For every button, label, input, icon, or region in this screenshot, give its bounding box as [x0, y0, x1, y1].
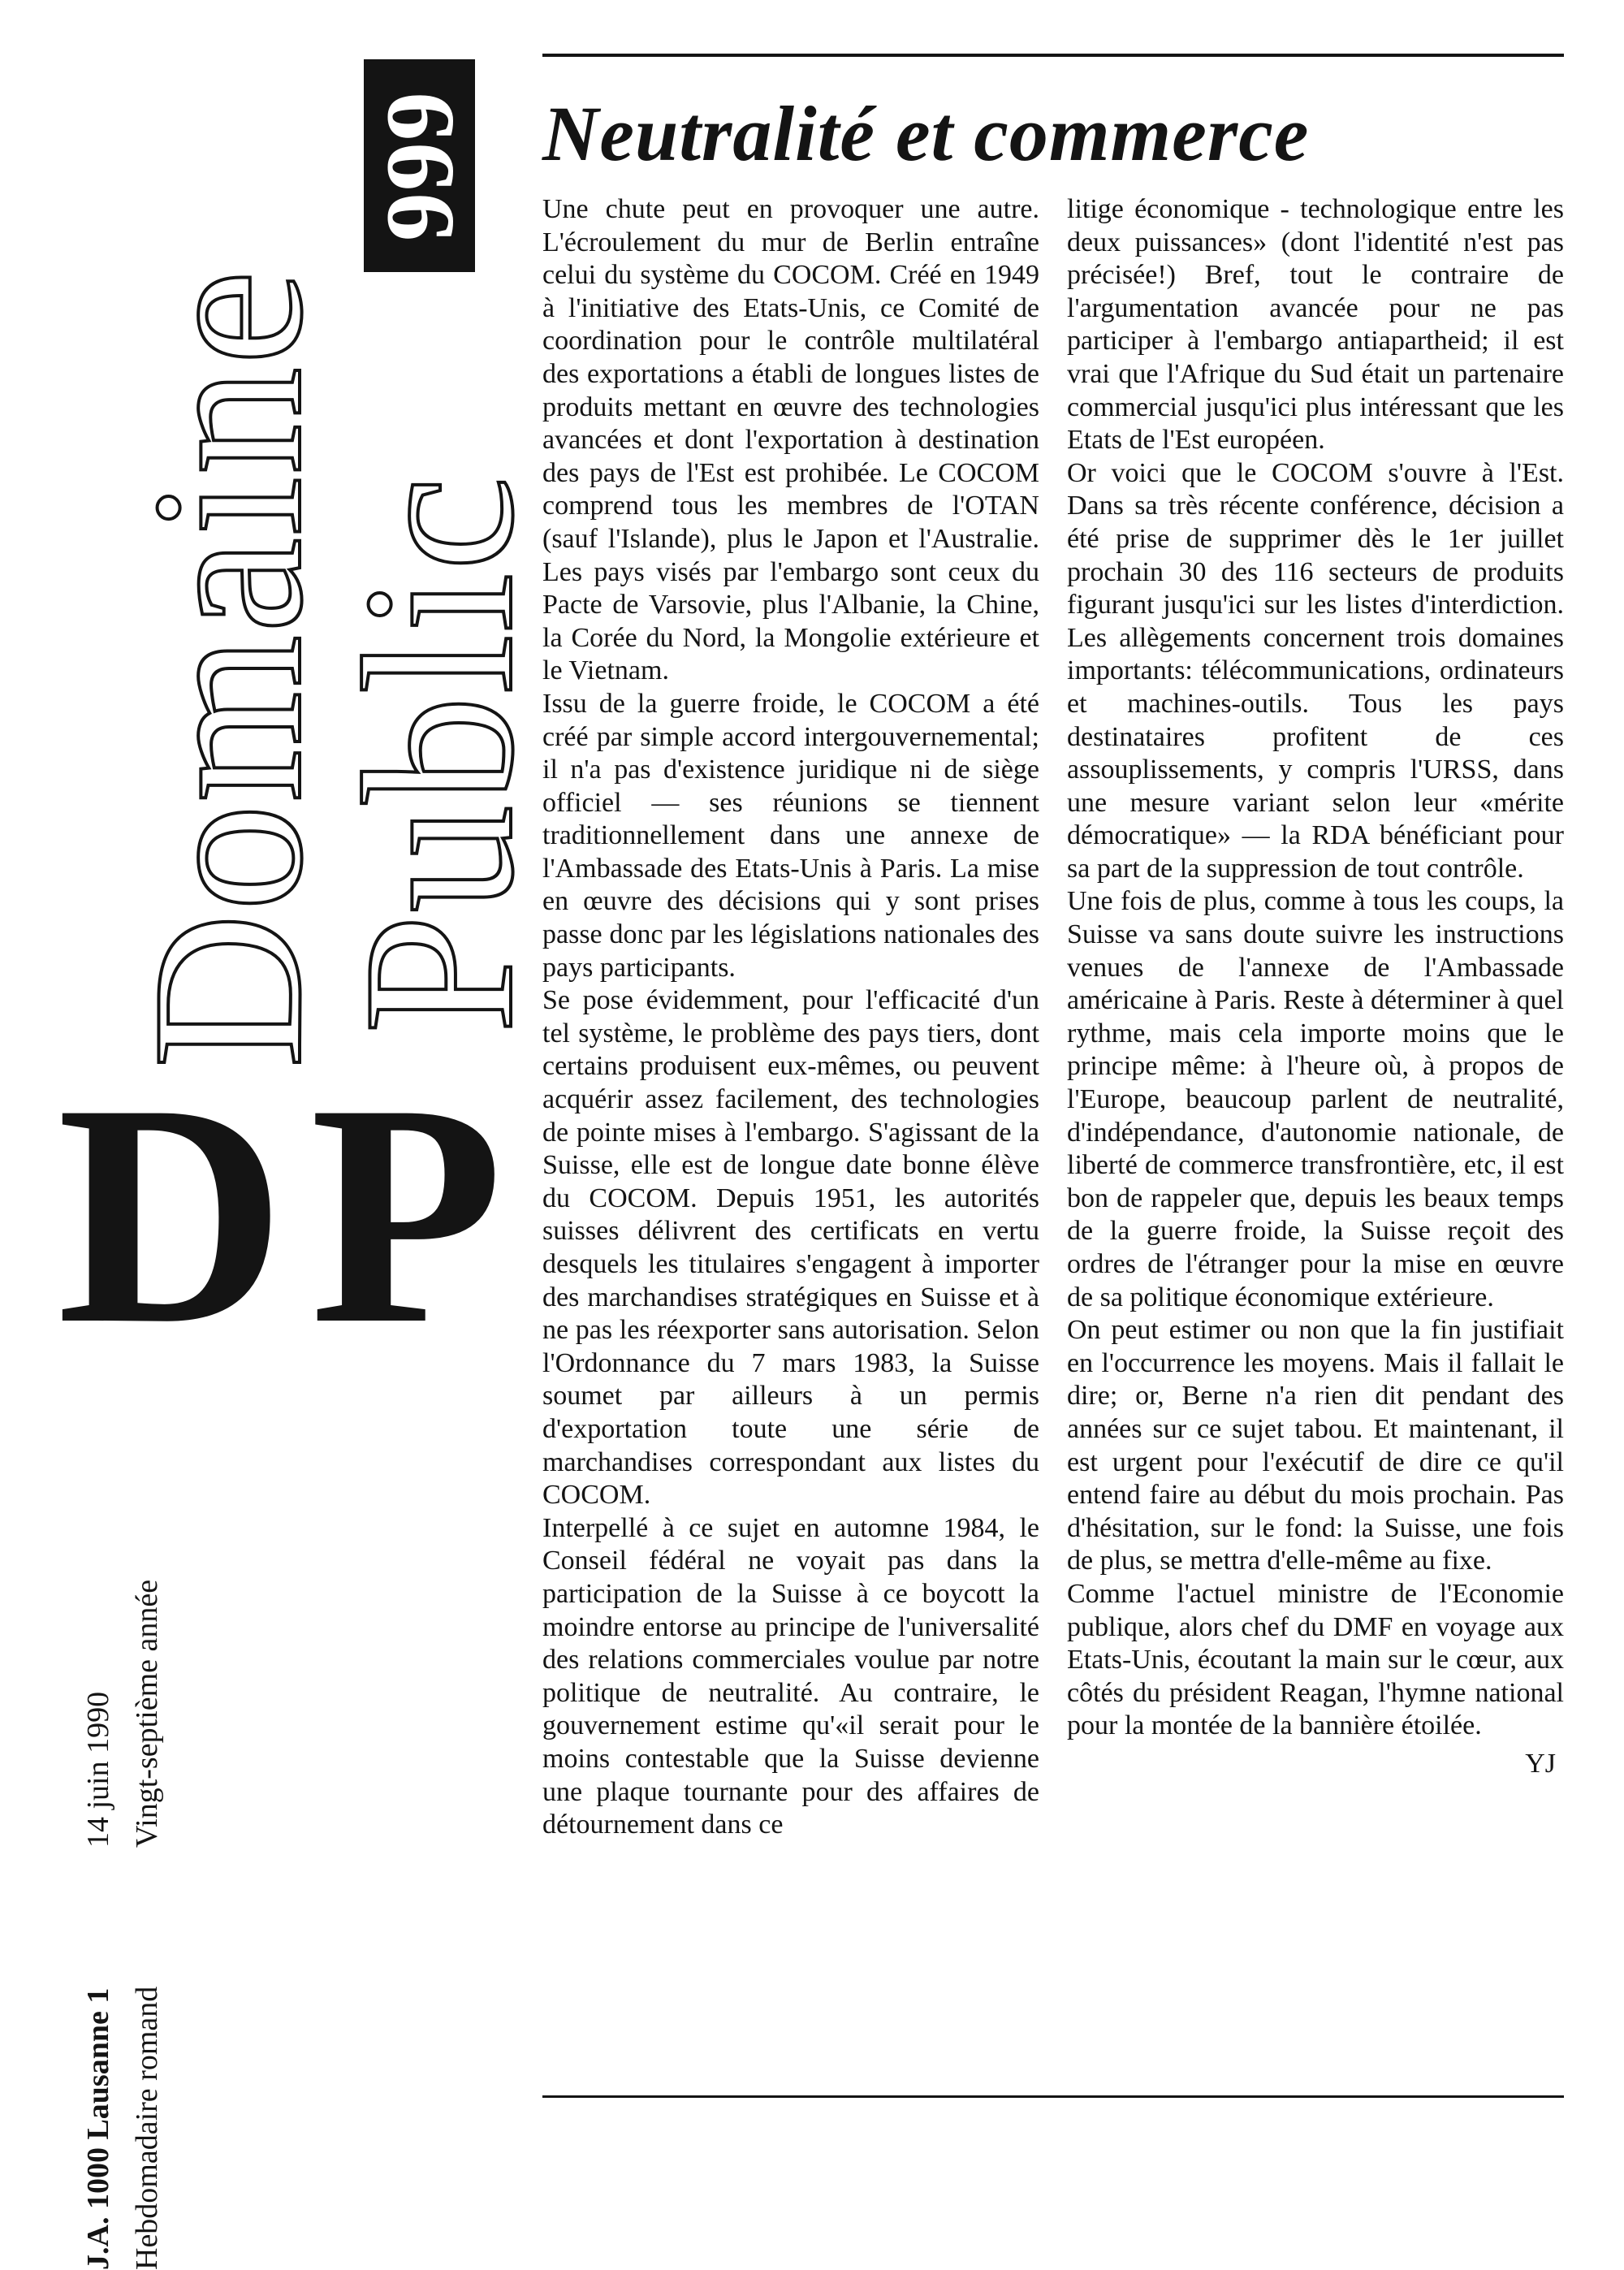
- article-paragraph: Interpellé à ce sujet en automne 1984, le Conseil fédéral ne voyait pas dans la participation de la Suisse à ce boycott la moindre entorse au principe de l'universalité des relations commerciales voulue par notre politique de neutralité. Au contraire, le gouvernement estime qu'«il serait pour le moins contestable que la Suisse devienne une plaque tournante pour des affaires de détournement dans ce: [542, 1512, 1039, 1840]
- article-body: [542, 193, 1564, 2078]
- article-column-2: [1067, 193, 1564, 2078]
- masthead-title-public: Public: [319, 473, 558, 1034]
- bottom-rule: [542, 2095, 1564, 2098]
- article-title: Neutralité et commerce: [542, 90, 1310, 177]
- article-paragraph: Or voici que le COCOM s'ouvre à l'Est. Dans sa très récente conférence, décision a été prise de supprimer dès le 1er juillet prochain 30 des 116 secteurs de produits figurant jusqu'ici sur les listes d'interdiction. Les allègements concernent trois domaines importants: télécommunications, ordinateurs et machines-outils. Tous les pays destinataires profitent de ces assouplissements, y compris l'URSS, dans une mesure variant selon leur «mérite démocratique» — la RDA bénéficiant pour sa part de la suppression de tout contrôle.: [1067, 457, 1564, 884]
- article-paragraph: Une fois de plus, comme à tous les coups, la Suisse va sans doute suivre les instructions venues de l'annexe de l'Ambassade américaine à Paris. Reste à déterminer à quel rythme, mais cela importe moins que le principe même: à l'heure où, à propos de l'Europe, beaucoup parlent de neutralité, d'indépendance, d'autonomie nationale, de liberté de commerce transfrontière, etc, il est bon de rappeler que, depuis les beaux temps de la guerre froide, la Suisse reçoit des ordres de l'étranger pour la mise en œuvre de sa politique économique extérieure.: [1067, 886, 1564, 1312]
- article-paragraph: Issu de la guerre froide, le COCOM a été créé par simple accord intergouvernemental; il n'a pas d'existence juridique ni de siège officiel — ses réunions se tiennent traditionnellement dans une annexe de l'Ambassade des Etats-Unis à Paris. La mise en œuvre des décisions qui y sont prises passe donc par les législations nationales des pays participants.: [542, 688, 1039, 983]
- publication-frequency: Hebdomadaire romand: [130, 1986, 164, 2270]
- masthead-title-domaine: Domaine: [108, 268, 347, 1069]
- article-paragraph: Une chute peut en provoquer une autre. L'écroulement du mur de Berlin entraîne celui du système du COCOM. Créé en 1949 à l'initiative des Etats-Unis, ce Comité de coordination pour le contrôle multilatéral des exportations a établi de longues listes de produits mettant en œuvre des technologies avancées et dont l'exportation à destination des pays de l'Est est prohibée. Le COCOM comprend tous les membres de l'OTAN (sauf l'Islande), plus le Japon et l'Australie. Les pays visés par l'embargo sont ceux du Pacte de Varsovie, plus l'Albanie, la Chine, la Corée du Nord, la Mongolie extérieure et le Vietnam.: [542, 194, 1039, 686]
- author-signature: YJ: [1525, 1748, 1556, 1779]
- article-paragraph: Comme l'actuel ministre de l'Economie publique, alors chef du DMF en voyage aux Etats-Unis, écoutant la main sur le cœur, aux côtés du président Reagan, l'hymne national pour la montée de la bannière étoilée.: [1067, 1578, 1564, 1741]
- article-paragraph: Se pose évidemment, pour l'efficacité d'un tel système, le problème des pays tiers, dont certains produisent eux-mêmes, ou peuvent acquérir assez facilement, des technologies de pointe mises à l'embargo. S'agissant de la Suisse, elle est de longue date bonne élève du COCOM. Depuis 1951, les autorités suisses délivrent des certificats en vertu desquels les titulaires s'engagent à importer des marchandises stratégiques en Suisse et à ne pas les réexporter sans autorisation. Selon l'Ordonnance du 7 mars 1983, la Suisse soumet par ailleurs à un permis d'exportation toute une série de marchandises correspondant aux listes du COCOM.: [542, 985, 1039, 1511]
- article-paragraph: On peut estimer ou non que la fin justifiait en l'occurrence les moyens. Mais il fallait le dire; or, Berne n'a rien dit pendant des années sur ce sujet tabou. Et maintenant, il est urgent pour l'exécutif de dire ce qu'il entend faire au début du mois prochain. Pas d'hésitation, sur le fond: la Suisse, une fois de plus, se mettra d'elle-même au fixe.: [1067, 1315, 1564, 1576]
- masthead-initials: DP: [57, 1039, 528, 1390]
- masthead-info-row-1: [77, 1515, 119, 2270]
- masthead-info-row-2: [126, 1515, 168, 2270]
- issue-number: 999: [365, 90, 473, 241]
- masthead-info: [77, 1515, 240, 2270]
- issue-number-badge: [364, 59, 475, 272]
- postal-code: J.A. 1000 Lausanne 1: [81, 1987, 115, 2270]
- issue-date: 14 juin 1990: [81, 1691, 115, 1848]
- publication-volume: Vingt-septième année: [130, 1579, 164, 1848]
- article-paragraph: litige économique - technologique entre les deux puissances» (dont l'identité n'est pas précisée!) Bref, tout le contraire de l'argumentation avancée pour ne pas participer à l'embargo antiapartheid; il est vrai que l'Afrique du Sud était un partenaire commercial jusqu'ici plus intéressant que les Etats de l'Est européen.: [1067, 194, 1564, 456]
- article-column-1: [542, 193, 1039, 2078]
- top-rule: [542, 54, 1564, 57]
